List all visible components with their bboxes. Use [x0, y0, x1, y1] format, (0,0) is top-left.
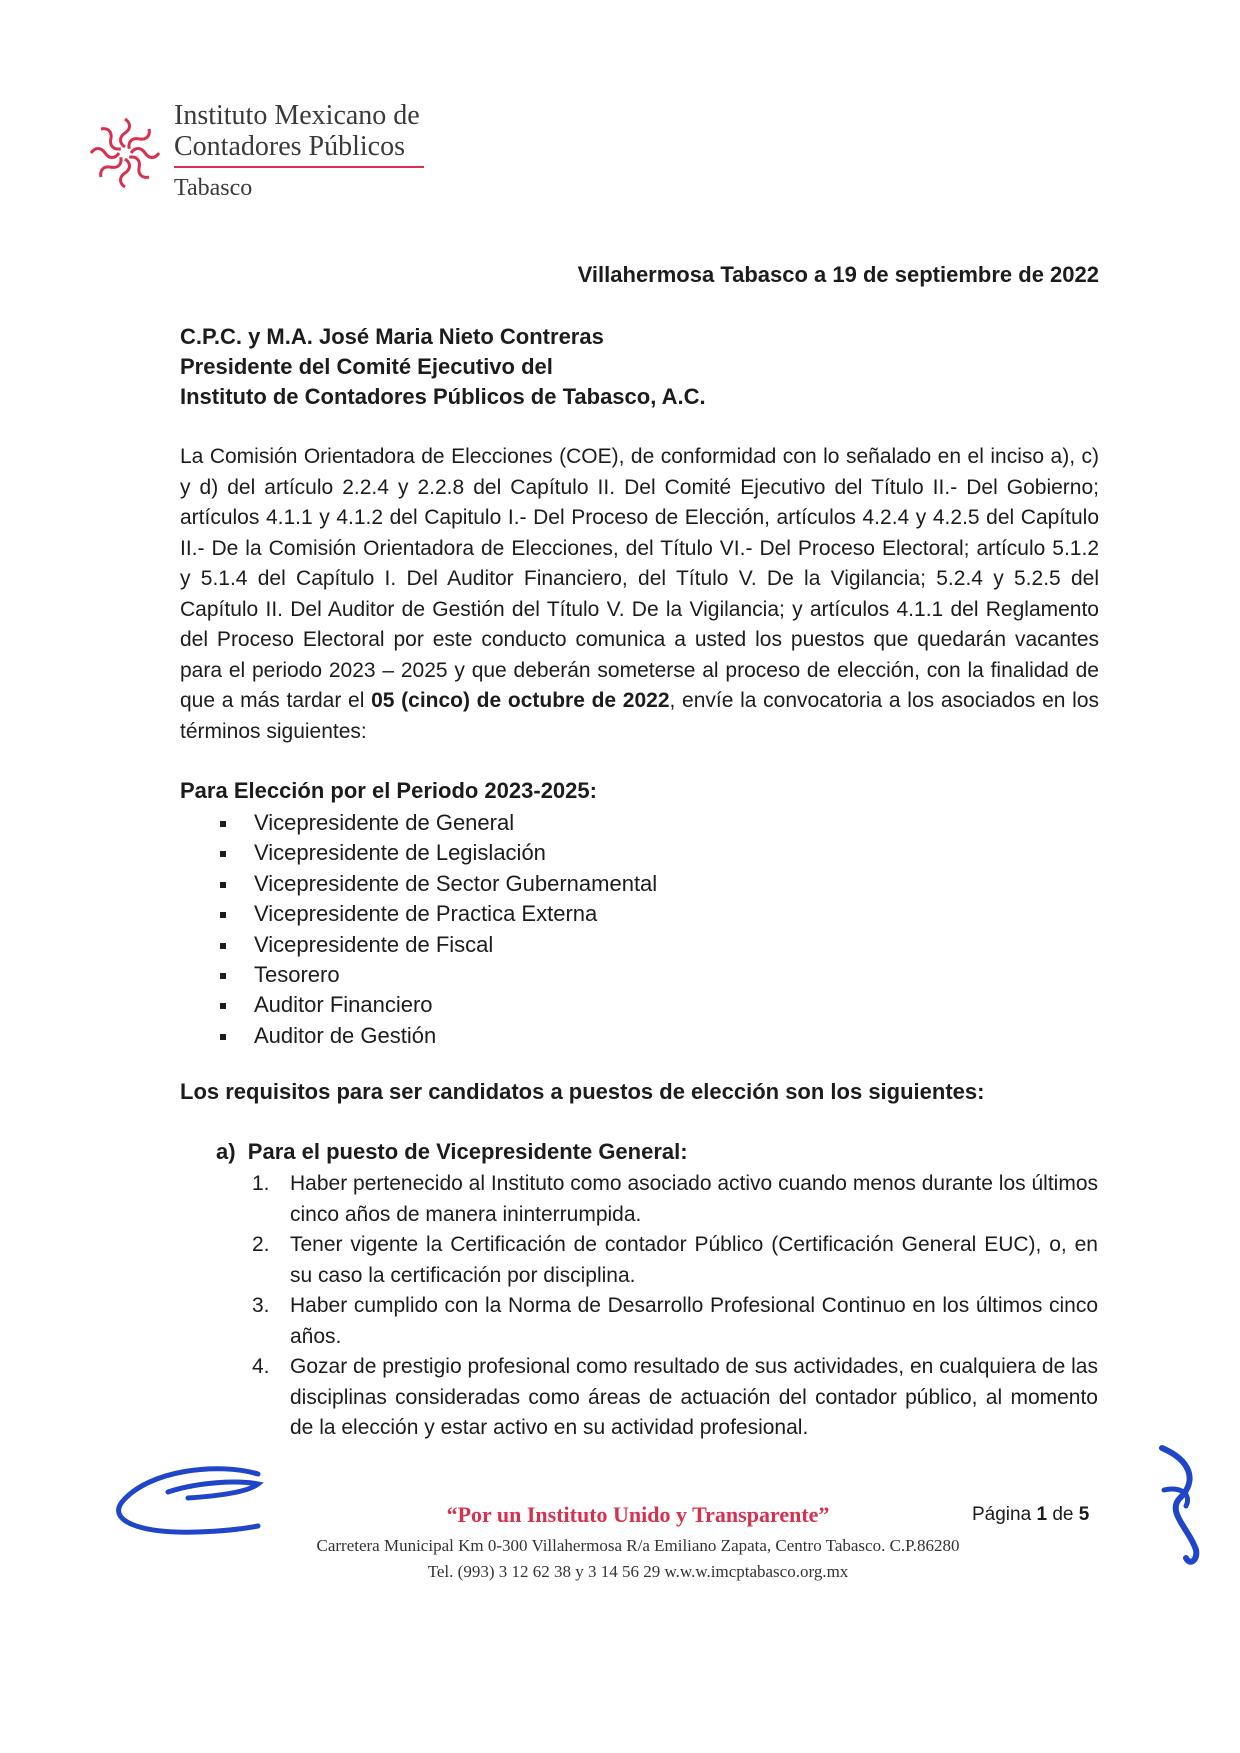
- letter-date: Villahermosa Tabasco a 19 de septiembre de 2022: [577, 262, 1099, 287]
- list-item: Vicepresidente de Sector Gubernamental: [218, 869, 657, 899]
- institute-emblem-icon: [82, 110, 168, 196]
- list-item: Vicepresidente de Practica Externa: [218, 899, 657, 929]
- list-item: Auditor de Gestión: [218, 1021, 657, 1051]
- list-item: Vicepresidente de General: [218, 808, 657, 838]
- logo-line-2: Contadores Públicos: [174, 131, 405, 162]
- body-paragraph: [180, 442, 1099, 747]
- recipient-block: [180, 322, 706, 412]
- address-line: Carretera Municipal Km 0-300 Villahermosa R/a Emiliano Zapata, Centro Tabasco. C.P.86280: [316, 1536, 960, 1555]
- list-item: Vicepresidente de Fiscal: [218, 930, 657, 960]
- list-item: [252, 1291, 1098, 1352]
- list-item: [252, 1230, 1098, 1291]
- page-number: [972, 1504, 1089, 1526]
- item-text: Tener vigente la Certificación de contador Público (Certificación General EUC), o, en su caso la certificación por disciplina.: [290, 1233, 1098, 1287]
- list-item: [252, 1352, 1098, 1444]
- item-text: Haber cumplido con la Norma de Desarrollo Profesional Continuo en los últimos cinco años.: [290, 1294, 1098, 1348]
- subheading-title: Para el puesto de Vicepresidente General:: [247, 1139, 688, 1164]
- subheading-label: a): [216, 1139, 236, 1164]
- logo-line-1: Instituto Mexicano de: [174, 100, 420, 131]
- positions-list: [218, 808, 657, 1051]
- list-item: [252, 1169, 1098, 1230]
- handwritten-initials-icon: [1150, 1440, 1210, 1570]
- list-item: Tesorero: [218, 960, 657, 990]
- contact-line: Tel. (993) 3 12 62 38 y 3 14 56 29 w.w.w.imcptabasco.org.mx: [427, 1562, 849, 1581]
- body-text-end: , envíe la convocatoria a los asociados en los términos siguientes:: [180, 689, 1099, 743]
- positions-title: Para Elección por el Periodo 2023-2025:: [180, 778, 597, 803]
- recipient-name: C.P.C. y M.A. José Maria Nieto Contreras: [180, 324, 604, 349]
- footer-address: [268, 1533, 1008, 1585]
- requirements-title: Los requisitos para ser candidatos a puestos de elección son los siguientes:: [180, 1079, 985, 1104]
- requirements-list: [252, 1169, 1098, 1444]
- requirements-subheading: [216, 1139, 688, 1165]
- footer-motto: “Por un Instituto Unido y Transparente”: [446, 1502, 830, 1527]
- logo-line-3: Tabasco: [174, 175, 253, 201]
- recipient-organization: Instituto de Contadores Públicos de Tabasco, A.C.: [180, 384, 706, 409]
- logo-divider: [174, 166, 424, 168]
- item-text: Gozar de prestigio profesional como resultado de sus actividades, en cualquiera de las disciplinas consideradas como áreas de actuación del contador público, al momento de la elección y estar activo en su actividad profesional.: [290, 1355, 1098, 1439]
- page-total: 5: [1078, 1504, 1090, 1525]
- institute-logo: [82, 100, 442, 210]
- item-text: Haber pertenecido al Instituto como asociado activo cuando menos durante los últimos cinco años de manera ininterrumpida.: [290, 1172, 1098, 1226]
- body-deadline: 05 (cinco) de octubre de 2022: [371, 689, 670, 712]
- item-number: 4.: [252, 1355, 270, 1378]
- page-sep: de: [1052, 1504, 1074, 1525]
- page-current: 1: [1036, 1504, 1048, 1525]
- list-item: Vicepresidente de Legislación: [218, 838, 657, 868]
- list-item: Auditor Financiero: [218, 990, 657, 1020]
- page-label: Página: [972, 1504, 1032, 1525]
- item-number: 3.: [252, 1294, 270, 1317]
- signature-scribble-icon: [108, 1462, 288, 1542]
- body-text: La Comisión Orientadora de Elecciones (COE), de conformidad con lo señalado en el inciso a), c) y d) del artículo 2.2.4 y 2.2.8 del Capítulo II. Del Comité Ejecutivo del Título II.- Del Gobierno; artículos 4.1.1 y 4.1.2 del Capitulo I.- Del Proceso de Elección, artículos 4.2.4 y 4.2.5 del Capítulo II.- De la Comisión Orientadora de Elecciones, del Título VI.- Del Proceso Electoral; artículo 5.1.2 y 5.1.4 del Capítulo I. Del Auditor Financiero, del Título V. De la Vigilancia; 5.2.4 y 5.2.5 del Capítulo II. Del Auditor de Gestión del Título V. De la Vigilancia; y artículos 4.1.1 del Reglamento del Proceso Electoral por este conducto comunica a usted los puestos que quedarán vacantes para el periodo 2023 – 2025 y que deberán someterse al proceso de elección, con la finalidad de que a más tardar el: [180, 445, 1099, 712]
- item-number: 1.: [252, 1172, 270, 1195]
- recipient-title: Presidente del Comité Ejecutivo del: [180, 354, 553, 379]
- item-number: 2.: [252, 1233, 270, 1256]
